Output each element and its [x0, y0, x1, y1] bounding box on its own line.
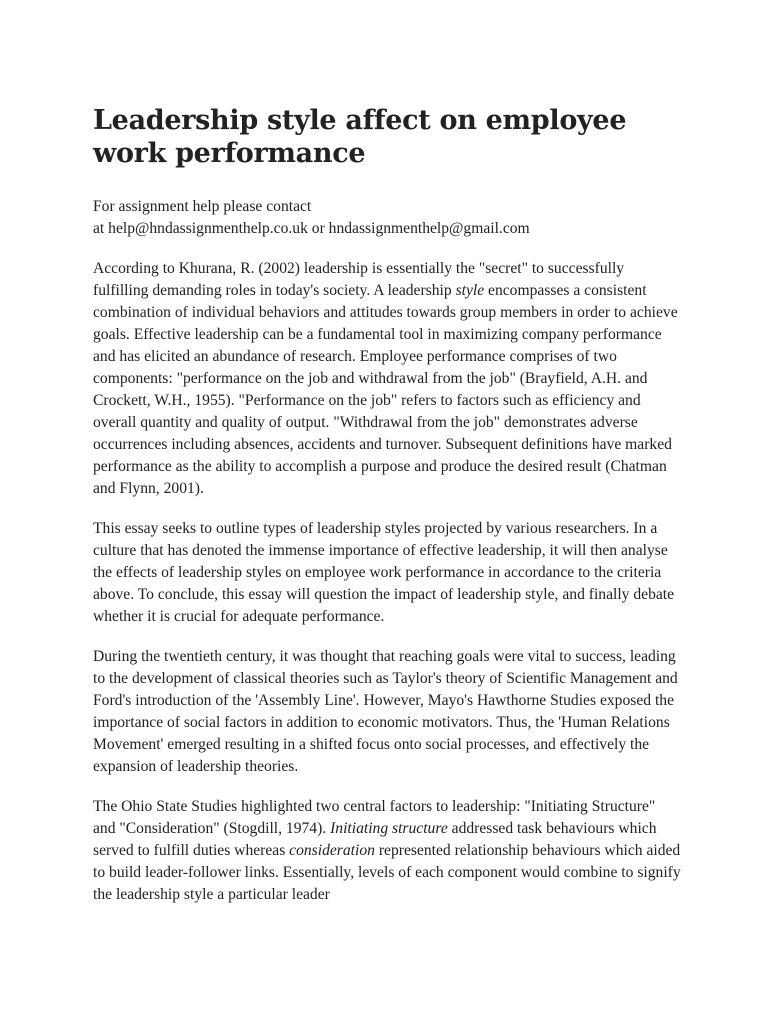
paragraph-1-text-a: According to Khurana, R. (2002) leadership is essentially the "secret" to successfully fulfilling demanding roles in today's society. A leadership — [93, 260, 625, 299]
document-title: Leadership style affect on employee work performance — [93, 105, 627, 169]
paragraph-4-text-b: addressed task behaviours which served to fulfill duties whereas — [93, 820, 657, 859]
paragraph-4-emphasis-2: consideration — [289, 842, 375, 859]
paragraph-1 — [93, 258, 681, 500]
paragraph-4-text-c: represented relationship behaviours which aided to build leader-follower links. Essentially, levels of each component would combine to signify the leadership style a particular leader — [93, 842, 681, 903]
paragraph-4 — [93, 796, 681, 906]
paragraph-1-text-b: encompasses a consistent combination of individual behaviors and attitudes towards group members in order to achieve goals. Effective leadership can be a fundamental tool in maximizing company performance and has elicited an abundance of research. Employee performance comprises of two components: "performance on the job and withdrawal from the job" (Brayfield, A.H. and Crockett, W.H., 1955). "Performance on the job" refers to factors such as efficiency and overall quantity and quality of output. "Withdrawal from the job" demonstrates adverse occurrences including absences, accidents and turnover. Subsequent definitions have marked performance as the ability to accomplish a purpose and produce the desired result (Chatman and Flynn, 2001). — [93, 282, 678, 497]
paragraph-2: This essay seeks to outline types of leadership styles projected by various researchers. In a culture that has denoted the immense importance of effective leadership, it will then analyse the effects of leadership styles on employee work performance in accordance to the criteria above. To conclude, this essay will question the impact of leadership style, and finally debate whether it is crucial for adequate performance. — [93, 520, 675, 625]
paragraph-1-emphasis: style — [455, 282, 485, 299]
paragraph-4-text-a: The Ohio State Studies highlighted two central factors to leadership: "Initiating Structure" and "Consideration" (Stogdill, 1974). — [93, 798, 656, 837]
contact-info — [93, 196, 681, 240]
document-page — [93, 104, 681, 924]
paragraph-3: During the twentieth century, it was thought that reaching goals were vital to success, leading to the development of classical theories such as Taylor's theory of Scientific Management and Ford's introduction of the 'Assembly Line'. However, Mayo's Hawthorne Studies exposed the importance of social factors in addition to economic motivators. Thus, the 'Human Relations Movement' emerged resulting in a shifted focus onto social processes, and effectively the expansion of leadership theories. — [93, 648, 678, 775]
contact-line-2: at help@hndassignmenthelp.co.uk or hndassignmenthelp@gmail.com — [93, 220, 530, 237]
contact-line-1: For assignment help please contact — [93, 198, 312, 215]
paragraph-4-emphasis-1: Initiating structure — [330, 820, 448, 837]
